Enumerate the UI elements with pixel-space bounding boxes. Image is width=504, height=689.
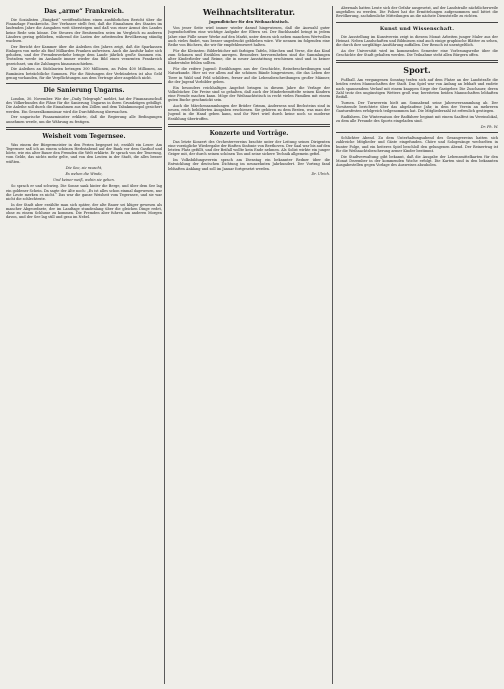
paragraph: Auch die Märchensammlungen der Brüder Grimm, Andersens und Bechsteins sind in neuen, reich bebilderten Ausgaben erschienen. Sie gehören zu dem Besten, was man der Jugend in die Hand geben kann, und ihr Wert wird durch keine noch so moderne Erzählung übertroffen. bbox=[168, 104, 330, 121]
divider bbox=[336, 22, 498, 23]
paragraph: Was einem der Bürgermeister in den Ferien begegnet ist, erzählt ein Leser: Am Tegernsee saß ich an einem schönen Herbstabend auf der Bank vor dem Gasthof und hörte, wie ein alter Bauer den Fremden die Welt erklärte. Er sprach von der Teuerung, vom Gelde, das nichts mehr gelte, und von den Leuten in der Stadt, die alles besser wüßten. bbox=[6, 142, 162, 164]
paragraph: Die Anleihen an Südslawien betragen 300 Millionen, an Polen 400 Millionen, an Rumänien beträchtliche Summen. Für die Rüstungen der Verbündeten ist also Geld genug vorhanden, für die Verpflichtungen aus dem Vertrage aber angeblich nicht. bbox=[6, 67, 162, 80]
article-headline: Kunst und Wissenschaft. bbox=[379, 25, 455, 32]
divider bbox=[6, 127, 162, 130]
paragraph: Der Bericht der Kammer über die Anleihen des Jahres zeigt, daß die Sparkassen Einlagen von mehr als fünf Milliarden Franken aufweisen. Auch die Ausfuhr habe sich gehoben, und der Fremdenverkehr bringe dem Lande jährlich große Summen ein. Trotzdem werde im Auslande immer wieder das Bild eines verarmten Frankreich gezeichnet, um die Zahlungen hinauszuschieben. bbox=[6, 44, 162, 66]
column-rule bbox=[332, 6, 333, 684]
divider bbox=[6, 83, 162, 84]
paragraph: Ein besonders reichhaltiges Angebot bringen in diesem Jahre die Verlage der Volksbücher. Die Preise sind so gehalten, daß auch der Minderbemittelte seinen Kindern eine Freude machen kann. Möge der Weihnachtstisch in recht vielen Familien mit einem guten Buche geschmückt sein. bbox=[168, 85, 330, 103]
paragraph: Schlichter Abend. Zu dem Unterhaltungsabend des Gesangvereins hatten sich zahlreiche Mitglieder und Gäste eingefunden. Chöre und Sologesänge wechselten in bunter Folge, und ein heiteres Spiel beschloß den gelungenen Abend. Der Reinertrag ist für die Weihnachtsbescherung armer Kinder bestimmt. bbox=[336, 136, 498, 153]
paragraph: Die Ausstellung im Kunstverein zeigt in diesem Monat Arbeiten junger Maler aus der Heimat. Neben Landschaften und Bildnissen sind auch einige graphische Blätter zu sehen, die durch ihre sorgfältige Ausführung auffallen. Der Besuch ist unentgeltlich. bbox=[336, 34, 498, 48]
paragraph: So sprach er und schwieg. Die Sonne sank hinter die Berge, und über dem See lag ein goldener Schein. Da sagte der Alte noch: „Es ist alles schon einmal dagewesen, nur die Leute merken es nicht.“ Das war die ganze Weisheit vom Tegernsee, und sie war nicht die schlechteste. bbox=[6, 184, 162, 202]
divider bbox=[336, 60, 498, 63]
author-signature: Dr. Ulrich. bbox=[311, 172, 330, 177]
paragraph: London, 30. November. Wie der „Daily Telegraph“ meldet, hat der Finanzausschuß des Völkerbundes die Pläne für die Sanierung Ungarns in ihren Grundzügen gebilligt. Die Anleihe soll durch die Einnahmen aus den Zöllen und dem Tabakmonopol gesichert werden. Ein Generalkommissar wird die Durchführung überwachen. bbox=[6, 97, 162, 114]
paragraph: Von jener Seite wird immer wieder darauf hingewiesen, daß die Auswahl guter Jugendschriften eine wichtige Aufgabe der Eltern sei. Der Buchhandel bringt in jedem Jahre eine Fülle neuer Werke auf den Markt, unter denen sich neben manchem Wertvollen auch vieles findet, was besser ungedruckt geblieben wäre. Wir nennen im folgenden eine Reihe von Büchern, die wir für empfehlenswert halten. bbox=[168, 26, 330, 48]
divider bbox=[168, 124, 330, 127]
paragraph: Turnen. Der Turnverein hielt am Sonnabend seine Jahresversammlung ab. Der Vorsitzende berichtete über das abgelaufene Jahr, in dem der Verein an mehreren Gauturnfesten erfolgreich teilgenommen hat. Die Mitgliederzahl ist erfreulich gestiegen. bbox=[336, 100, 498, 114]
column-rule bbox=[164, 6, 165, 684]
poem-line: Es wehen die Winde, bbox=[65, 172, 103, 177]
article-headline: Weisheit vom Tegernsee. bbox=[42, 132, 126, 140]
paragraph: Für die Kleinsten: Bilderbücher mit farbigen Tafeln, Märchen und Verse, die das Kind zum Schauen und Erzählen anregen. Besonders hervorzuheben sind die Sammlungen alter Kinderlieder und Reime, die in neuer Ausstattung erschienen sind und in keiner Kinderstube fehlen sollten. bbox=[168, 48, 330, 66]
article-headline: Das „arme“ Frankreich. bbox=[44, 8, 124, 15]
paragraph: Im Volksbildungsverein sprach am Dienstag ein bekannter Redner über die Entwicklung der deutschen Dichtung im neunzehnten Jahrhundert. Der Vortrag fand lebhaften Anklang und soll im Januar fortgesetzt werden. bbox=[168, 158, 330, 171]
article-headline: Die Sanierung Ungarns. bbox=[43, 87, 125, 95]
section-subheadline: Jugendbücher für den Weihnachtstisch. bbox=[208, 20, 290, 24]
paragraph: Der ungarische Finanzminister erklärte, daß die Regierung alle Bedingungen annehmen werde, um die Währung zu festigen. bbox=[6, 115, 162, 124]
paragraph: An der Universität wird im kommenden Semester eine Vorlesungsreihe über die Geschichte der Stadt gehalten werden. Die Teilnahme steht allen Bürgern offen. bbox=[336, 48, 498, 58]
section-headline: Sport. bbox=[403, 65, 431, 76]
paragraph: Das letzte Konzert des Orchestervereins brachte unter der Leitung seines Dirigenten eine vorzügliche Wiedergabe der fünften Sinfonie von Beethoven. Der Saal war bis auf den letzten Platz gefüllt, und der Beifall wollte kein Ende nehmen. Als Solist wirkte ein junger Geiger mit, der durch seinen schönen Ton und seine sichere Technik allgemein gefiel. bbox=[168, 139, 330, 157]
paragraph: Für die reifere Jugend: Erzählungen aus der Geschichte, Reisebeschreibungen und Naturkunde. Hier sei vor allem auf die schönen Bände hingewiesen, die das Leben der Tiere in Wald und Feld schildern, ferner auf die Lebensbeschreibungen großer Männer, die der Jugend Vorbilder geben. bbox=[168, 67, 330, 84]
divider bbox=[336, 132, 498, 133]
paragraph: In der Stadt aber erzählte man sich später, der alte Bauer sei klüger gewesen als mancher Abgeordnete, der im Landtage stundenlang über die gleichen Dinge redet, ohne zu einem Schlusse zu kommen. Die Fremden aber fuhren am anderen Morgen davon, und der See lag still und grau im Nebel. bbox=[6, 202, 162, 220]
paragraph: Radfahren. Die Wintersaison der Radfahrer beginnt mit einem Saalfest im Vereinslokal, zu dem alle Freunde des Sports eingeladen sind. bbox=[336, 115, 498, 124]
paragraph: Fußball. Am vergangenen Sonntag trafen sich auf dem Platze an der Landstraße die beiden ersten Mannschaften der Stadt. Das Spiel war von Anfang an lebhaft und endete nach spannendem Verlauf mit einem knappen Siege der Gastgeber. Die Zuschauer, deren Zahl trotz des ungünstigen Wetters groß war, bereiteten beiden Mannschaften lebhaften Beifall. bbox=[336, 78, 498, 100]
paragraph: Die Stadtverwaltung gibt bekannt, daß die Ausgabe der Lebensmittelkarten für den Monat Dezember in der kommenden Woche erfolgt. Die Karten sind in den bekannten Ausgabestellen gegen Vorlage des Ausweises abzuholen. bbox=[336, 154, 498, 168]
author-signature: Dr. Ph. W. bbox=[480, 125, 498, 130]
paragraph: Die Sozialisten „Einigkeit“ veröffentlichten einen ausführlichen Bericht über die Finanzlage Frankreichs. Der Verfasser stellt fest, daß die Einnahmen des Staates im laufenden Jahre die Ausgaben weit übersteigen und daß von einer Armut des Landes keine Rede sein könne. Die Steuern der Besitzenden seien im Vergleich zu anderen Ländern gering geblieben, während die Lasten der arbeitenden Bevölkerung ständig wachsen. bbox=[6, 18, 162, 44]
column-right bbox=[336, 6, 498, 684]
article-headline: Konzerte und Vorträge. bbox=[209, 129, 289, 137]
column-middle bbox=[168, 6, 330, 684]
column-left bbox=[6, 6, 162, 684]
poem-line: Und keiner weiß, wohin sie gehen. bbox=[53, 178, 115, 183]
poem-line: Die See, sie rauscht, bbox=[65, 165, 103, 170]
paragraph: Abermals hatten Leute sich der Gefahr ausgesetzt, auf der Landstraße nächtlicherweile angefallen zu werden. Die Polizei hat die Ermittelungen aufgenommen und bittet die Bevölkerung, sachdienliche Mitteilungen an die nächste Dienststelle zu richten. bbox=[336, 6, 498, 19]
section-headline: Weihnachtsliteratur. bbox=[202, 7, 296, 17]
